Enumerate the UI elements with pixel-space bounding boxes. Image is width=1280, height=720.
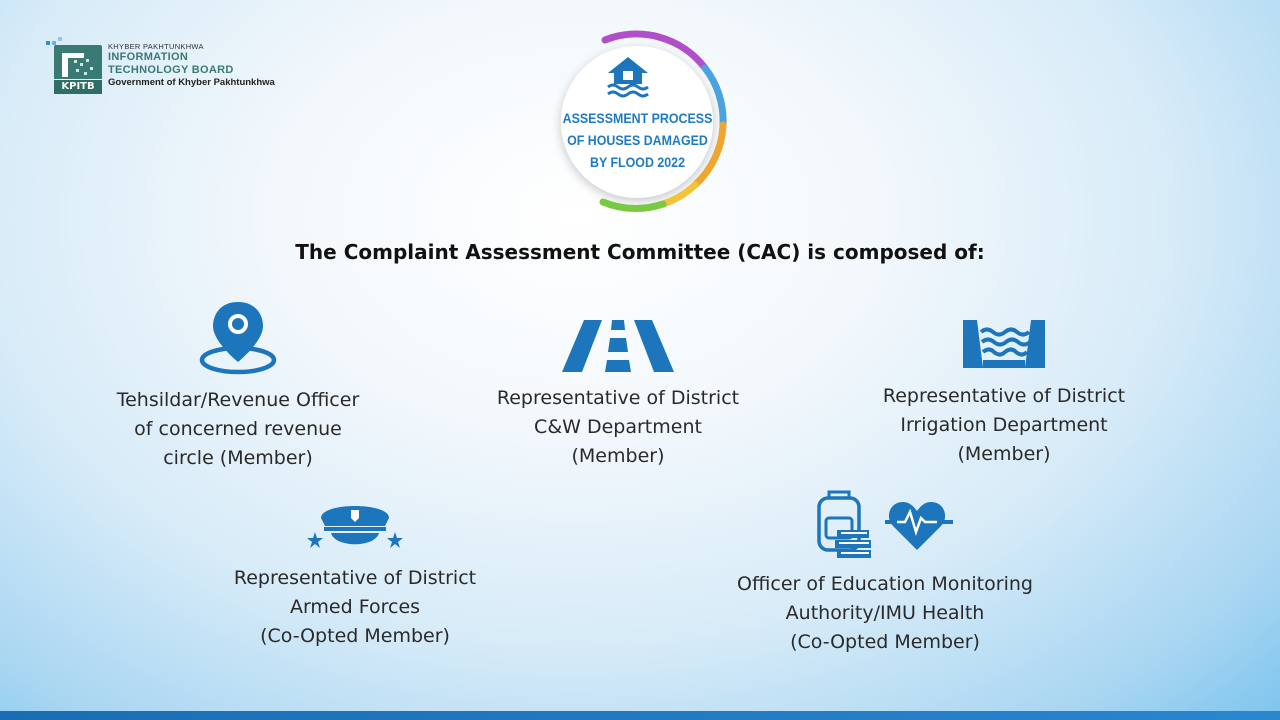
logo-line-board: TECHNOLOGY BOARD <box>108 64 234 76</box>
member-label-line: Authority/IMU Health <box>785 602 985 624</box>
logo-line-information: INFORMATION <box>108 51 189 63</box>
badge-title-line: OF HOUSES DAMAGED <box>567 133 708 148</box>
member-armed-forces <box>205 496 505 651</box>
member-label-line: Representative of District <box>882 385 1126 407</box>
kpitb-logo <box>48 40 288 96</box>
member-label-line: Tehsildar/Revenue Officer <box>116 389 360 411</box>
member-label-line: Armed Forces <box>289 596 421 618</box>
badge-title <box>560 108 715 174</box>
kpitb-abbr: KPITB <box>54 79 102 94</box>
member-tehsildar <box>88 300 388 473</box>
bottom-accent-bar <box>0 711 1280 720</box>
member-label-line: (Co-Opted Member) <box>260 625 450 647</box>
section-heading: The Complaint Assessment Committee (CAC) is composed of: <box>295 240 985 264</box>
badge-title-line: ASSESSMENT PROCESS <box>562 111 713 126</box>
member-irrigation-department <box>854 318 1154 469</box>
member-label-line: Irrigation Department <box>900 414 1108 436</box>
badge-title-line: BY FLOOD 2022 <box>589 155 686 170</box>
flooded-house-icon <box>606 54 650 98</box>
police-cap-icon <box>307 496 403 552</box>
assessment-process-badge <box>545 30 730 215</box>
member-label-line: of concerned revenue <box>134 418 342 440</box>
member-label-line: (Member) <box>571 445 665 467</box>
member-cw-department <box>468 318 768 471</box>
education-health-icon <box>813 488 957 560</box>
member-label-line: Officer of Education Monitoring <box>737 573 1033 595</box>
member-label-line: (Member) <box>957 443 1051 465</box>
member-label-line: circle (Member) <box>163 447 313 469</box>
kpitb-logo-mark <box>54 45 102 94</box>
logo-line-province: KHYBER PAKHTUNKHWA <box>108 42 204 51</box>
location-pin-icon <box>198 300 278 376</box>
member-label-line: (Co-Opted Member) <box>790 631 980 653</box>
member-label-line: Representative of District <box>233 567 477 589</box>
irrigation-channel-icon <box>963 318 1045 370</box>
logo-line-government: Government of Khyber Pakhtunkhwa <box>108 77 275 88</box>
member-label-line: Representative of District <box>496 387 740 409</box>
member-education-health <box>705 488 1065 657</box>
member-label-line: C&W Department <box>534 416 702 438</box>
road-icon <box>562 318 674 374</box>
